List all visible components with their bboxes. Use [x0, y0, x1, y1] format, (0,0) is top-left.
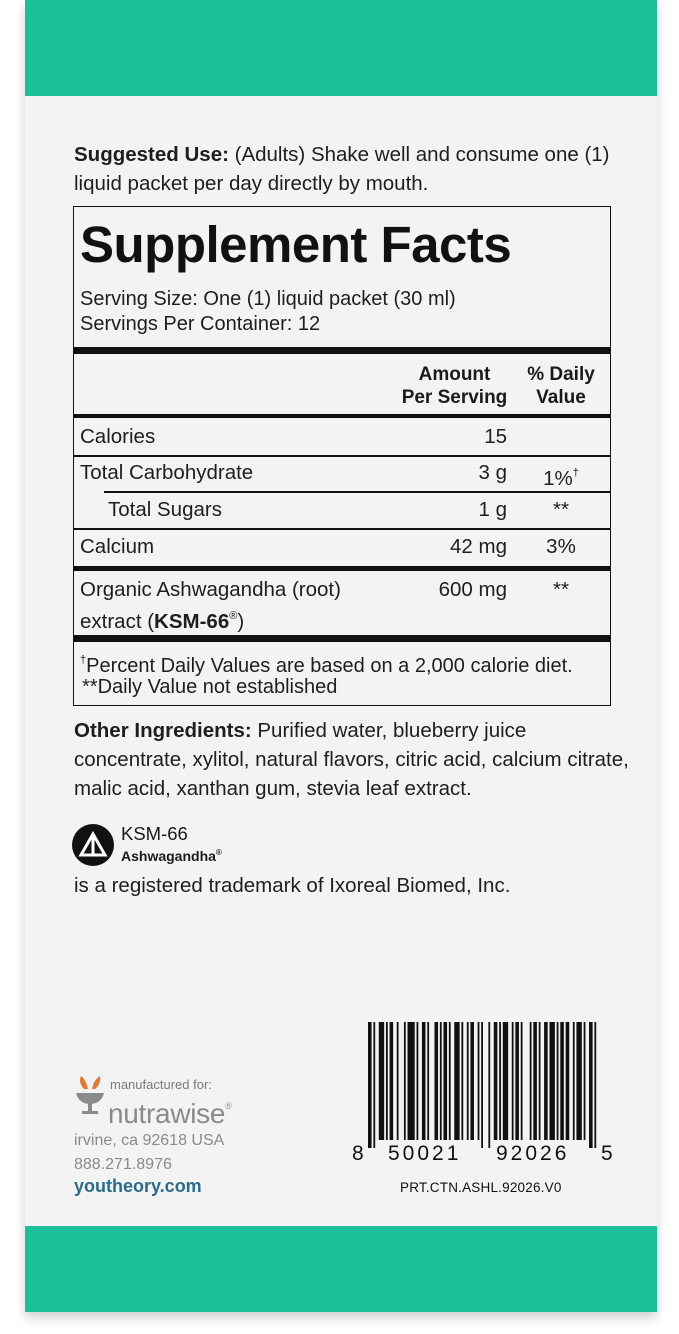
manufactured-for-label: manufactured for:: [110, 1077, 212, 1092]
barcode-bar: [515, 1022, 519, 1140]
row-calcium-amount: 42 mg: [450, 535, 507, 558]
row-divider: [104, 491, 610, 493]
other-ingredients-text: Purified water, blueberry juice concentrate, xylitol, natural flavors, citric acid, calcium citrate, malic acid, xanthan gum, stevia leaf extract.: [74, 719, 629, 800]
top-color-band: [25, 0, 657, 96]
barcode-bar: [530, 1022, 532, 1140]
barcode-bar: [549, 1022, 554, 1140]
barcode-bar: [390, 1022, 394, 1140]
barcode-bar: [408, 1022, 415, 1140]
footnote-not-established: **Daily Value not established: [82, 676, 338, 698]
row-carbohydrate-dv: 1%†: [543, 467, 579, 490]
barcode-bar: [461, 1022, 463, 1140]
barcode-bar: [467, 1022, 469, 1140]
barcode-group-right: 92026: [496, 1142, 570, 1165]
barcode-bar: [417, 1022, 419, 1140]
barcode-bar: [533, 1022, 537, 1140]
barcode-bar: [368, 1022, 372, 1148]
row-carbohydrate-name: Total Carbohydrate: [80, 461, 254, 484]
barcode-bar: [576, 1022, 581, 1140]
trademark-notice: is a registered trademark of Ixoreal Biomed, Inc.: [74, 874, 511, 897]
amount-per-serving-header: Amount Per Serving: [401, 364, 508, 408]
row-carbohydrate-amount: 3 g: [478, 461, 507, 484]
row-sugars-amount: 1 g: [478, 498, 507, 521]
barcode-bar: [443, 1022, 447, 1140]
row-divider: [74, 528, 610, 530]
suggested-use: [74, 140, 634, 198]
barcode-bar: [440, 1022, 442, 1140]
barcode-bar: [404, 1022, 406, 1140]
barcode-bar: [594, 1022, 596, 1148]
ksm66-logo-icon: [72, 824, 114, 866]
manufacturer-city: irvine, ca 92618 USA: [74, 1132, 225, 1149]
bottom-color-band: [25, 1226, 657, 1312]
thick-divider: [74, 347, 610, 354]
row-calcium-name: Calcium: [80, 535, 155, 558]
barcode-bar: [454, 1022, 459, 1140]
barcode-bar: [470, 1022, 474, 1140]
row-sugars-dv: **: [553, 498, 569, 521]
barcode-bar: [589, 1022, 593, 1148]
barcode-bar: [434, 1022, 438, 1140]
barcode-bar: [488, 1022, 490, 1148]
barcode-bar: [512, 1022, 514, 1140]
barcode-bar: [503, 1022, 508, 1140]
suggested-use-text: (Adults) Shake well and consume one (1) liquid packet per day directly by mouth.: [74, 143, 610, 195]
manufacturer-phone: 888.271.8976: [74, 1156, 172, 1173]
row-calories-name: Calories: [80, 425, 156, 448]
barcode-bar: [584, 1022, 586, 1140]
other-ingredients-label: Other Ingredients:: [74, 719, 252, 742]
supplement-facts-panel: [73, 206, 611, 706]
barcode: [368, 1022, 598, 1148]
barcode-bar: [481, 1022, 483, 1148]
ksm66-name: KSM-66: [121, 823, 188, 844]
barcode-bar: [566, 1022, 570, 1140]
barcode-bar: [544, 1022, 548, 1140]
barcode-bar: [573, 1022, 575, 1140]
servings-per-container: Servings Per Container: 12: [80, 313, 321, 335]
daily-value-header: % Daily Value: [527, 364, 595, 408]
ksm66-sub: Ashwagandha®: [121, 848, 222, 864]
row-divider: [74, 455, 610, 457]
barcode-bar: [422, 1022, 426, 1140]
barcode-bar: [427, 1022, 429, 1140]
barcode-bar: [386, 1022, 388, 1140]
row-sugars-name: Total Sugars: [108, 498, 222, 521]
barcode-bar: [373, 1022, 375, 1148]
medium-divider: [74, 566, 610, 571]
barcode-digit-left: 8: [352, 1142, 364, 1165]
barcode-bar: [521, 1022, 523, 1140]
row-calcium-dv: 3%: [546, 535, 576, 558]
other-ingredients: [74, 716, 634, 803]
serving-size: Serving Size: One (1) liquid packet (30 ml): [80, 288, 456, 310]
row-ashwagandha-amount: 600 mg: [438, 578, 507, 601]
thick-divider: [74, 635, 610, 642]
product-code: PRT.CTN.ASHL.92026.V0: [400, 1180, 562, 1195]
suggested-use-label: Suggested Use:: [74, 143, 229, 166]
barcode-bar: [494, 1022, 498, 1140]
barcode-bar: [449, 1022, 451, 1140]
barcode-bar: [379, 1022, 384, 1140]
nutrawise-brand: nutrawise®: [108, 1098, 232, 1129]
barcode-bar: [499, 1022, 501, 1140]
row-ashwagandha-dv: **: [553, 578, 569, 601]
footnote-daily-values: †Percent Daily Values are based on a 2,000 calorie diet.: [80, 654, 573, 677]
manufacturer-website[interactable]: youtheory.com: [74, 1176, 202, 1196]
barcode-bar: [397, 1022, 399, 1140]
nutrawise-leaf-icon: [74, 1073, 106, 1119]
medium-divider: [74, 414, 610, 418]
barcode-bar: [560, 1022, 564, 1140]
barcode-bar: [557, 1022, 559, 1140]
barcode-group-left: 50021: [388, 1142, 462, 1165]
barcode-bar: [478, 1022, 480, 1140]
supplement-facts-title: Supplement Facts: [80, 216, 512, 273]
barcode-digit-right: 5: [601, 1142, 613, 1165]
row-calories-amount: 15: [484, 425, 507, 448]
row-ashwagandha-name: Organic Ashwagandha (root) extract (KSM-66®): [80, 578, 341, 633]
barcode-bar: [539, 1022, 541, 1140]
